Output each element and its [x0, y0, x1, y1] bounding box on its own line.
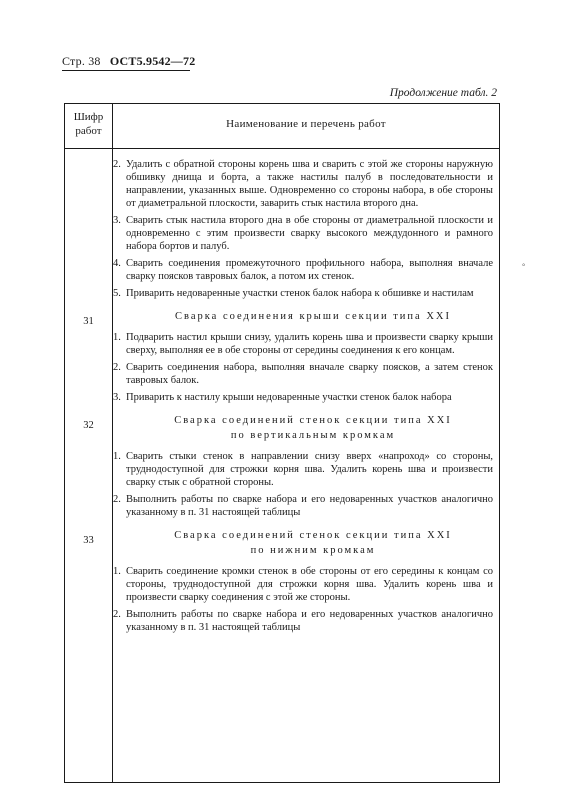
- list-item: [113, 158, 493, 210]
- item-text: Приварить недоваренные участки стенок балок набора к обшивке и настилам: [126, 288, 474, 299]
- item-number: 2.: [113, 494, 121, 505]
- item-number: 1.: [113, 566, 121, 577]
- column-header-code: [65, 110, 112, 138]
- list-item: [113, 331, 493, 357]
- item-text: Сварить соединения промежуточного профильного набора, выполняя вначале сварку поясков тавровых балок, а потом их стенок.: [126, 258, 493, 282]
- item-text: Сварить соединение кромки стенок в обе стороны от его середины к концам со стороны, труднодоступной для строжки корня шва. Удалить корень шва и произвести сварку соединения с этой же стороны.: [126, 566, 493, 603]
- works-table: [64, 103, 500, 783]
- item-text: Приварить к настилу крыши недоваренные участки стенок балок набора: [126, 392, 452, 403]
- item-number: 2.: [113, 362, 121, 373]
- section-title: Сварка соединений стенок секции типа XXI: [174, 530, 452, 541]
- column-header-code-line: Шифр: [73, 111, 104, 123]
- list-item: [113, 493, 493, 519]
- column-header-name: Наименование и перечень работ: [226, 118, 386, 130]
- row-code: 31: [83, 316, 94, 327]
- table-row: [113, 414, 493, 519]
- list-item: [113, 450, 493, 489]
- section-title: Сварка соединения крыши секции типа XXI: [175, 311, 451, 322]
- table-row: [113, 529, 493, 634]
- row-code: 33: [83, 535, 94, 546]
- item-text: Сварить стык настила второго дна в обе стороны от диаметральной плоскости и одновременно с этим произвести сварку высокого междудонного и рамного набора бортов и палуб.: [126, 215, 493, 252]
- item-number: 1.: [113, 332, 121, 343]
- item-number: 3.: [113, 392, 121, 403]
- list-item: [113, 214, 493, 253]
- item-number: 2.: [113, 159, 121, 170]
- item-number: 1.: [113, 451, 121, 462]
- item-text: Удалить с обратной стороны корень шва и сварить с этой же стороны наружную обшивку днища и борта, а также настилы палуб в последовательности и направлении, указанных выше. Одновременно со стороны набора, в обе стороны от диаметральной плоскости, заварить стык настила второго дна.: [126, 159, 493, 209]
- item-text: Сварить стыки стенок в направлении снизу вверх «напроход» со стороны, труднодоступной для строжки корня шва. Удалить корень шва и произвести сварку стык с обратной стороны.: [126, 451, 493, 488]
- column-header-code-line: работ: [75, 125, 102, 137]
- table-body: [113, 158, 493, 638]
- table-row: [113, 158, 493, 300]
- item-text: Сварить соединения набора, выполняя вначале сварку поясков, а затем стенок тавровых балок.: [126, 362, 493, 386]
- list-item: [113, 608, 493, 634]
- header-separator: [65, 148, 499, 149]
- item-text: Выполнить работы по сварке набора и его недоваренных участков аналогично указанному в п. 31 настоящей таблицы: [126, 494, 493, 518]
- standard-number: ОСТ5.9542—72: [109, 54, 196, 68]
- list-item: [113, 257, 493, 283]
- table-row: [113, 310, 493, 404]
- item-number: 5.: [113, 288, 121, 299]
- item-number: 2.: [113, 609, 121, 620]
- section-title: по вертикальным кромкам: [230, 430, 396, 441]
- list-item: [113, 565, 493, 604]
- item-text: Выполнить работы по сварке набора и его недоваренных участков аналогично указанному в п. 31 настоящей таблицы: [126, 609, 493, 633]
- list-item: [113, 361, 493, 387]
- page-header: [62, 54, 195, 69]
- header-rule: [62, 70, 190, 71]
- item-number: 4.: [113, 258, 121, 269]
- row-code: 32: [83, 420, 94, 431]
- list-item: [113, 391, 493, 404]
- item-number: 3.: [113, 215, 121, 226]
- item-text: Подварить настил крыши снизу, удалить корень шва и произвести сварку крыши сверху, выполняя ее в обе стороны от середины соединения к его концам.: [126, 332, 493, 356]
- section-title: по нижним кромкам: [250, 545, 376, 556]
- list-item: [113, 287, 493, 300]
- section-title: Сварка соединений стенок секции типа XXI: [174, 415, 452, 426]
- table-continuation-label: Продолжение табл. 2: [389, 87, 497, 99]
- scan-speck: °: [522, 262, 526, 271]
- page-label: Стр. 38: [62, 54, 101, 68]
